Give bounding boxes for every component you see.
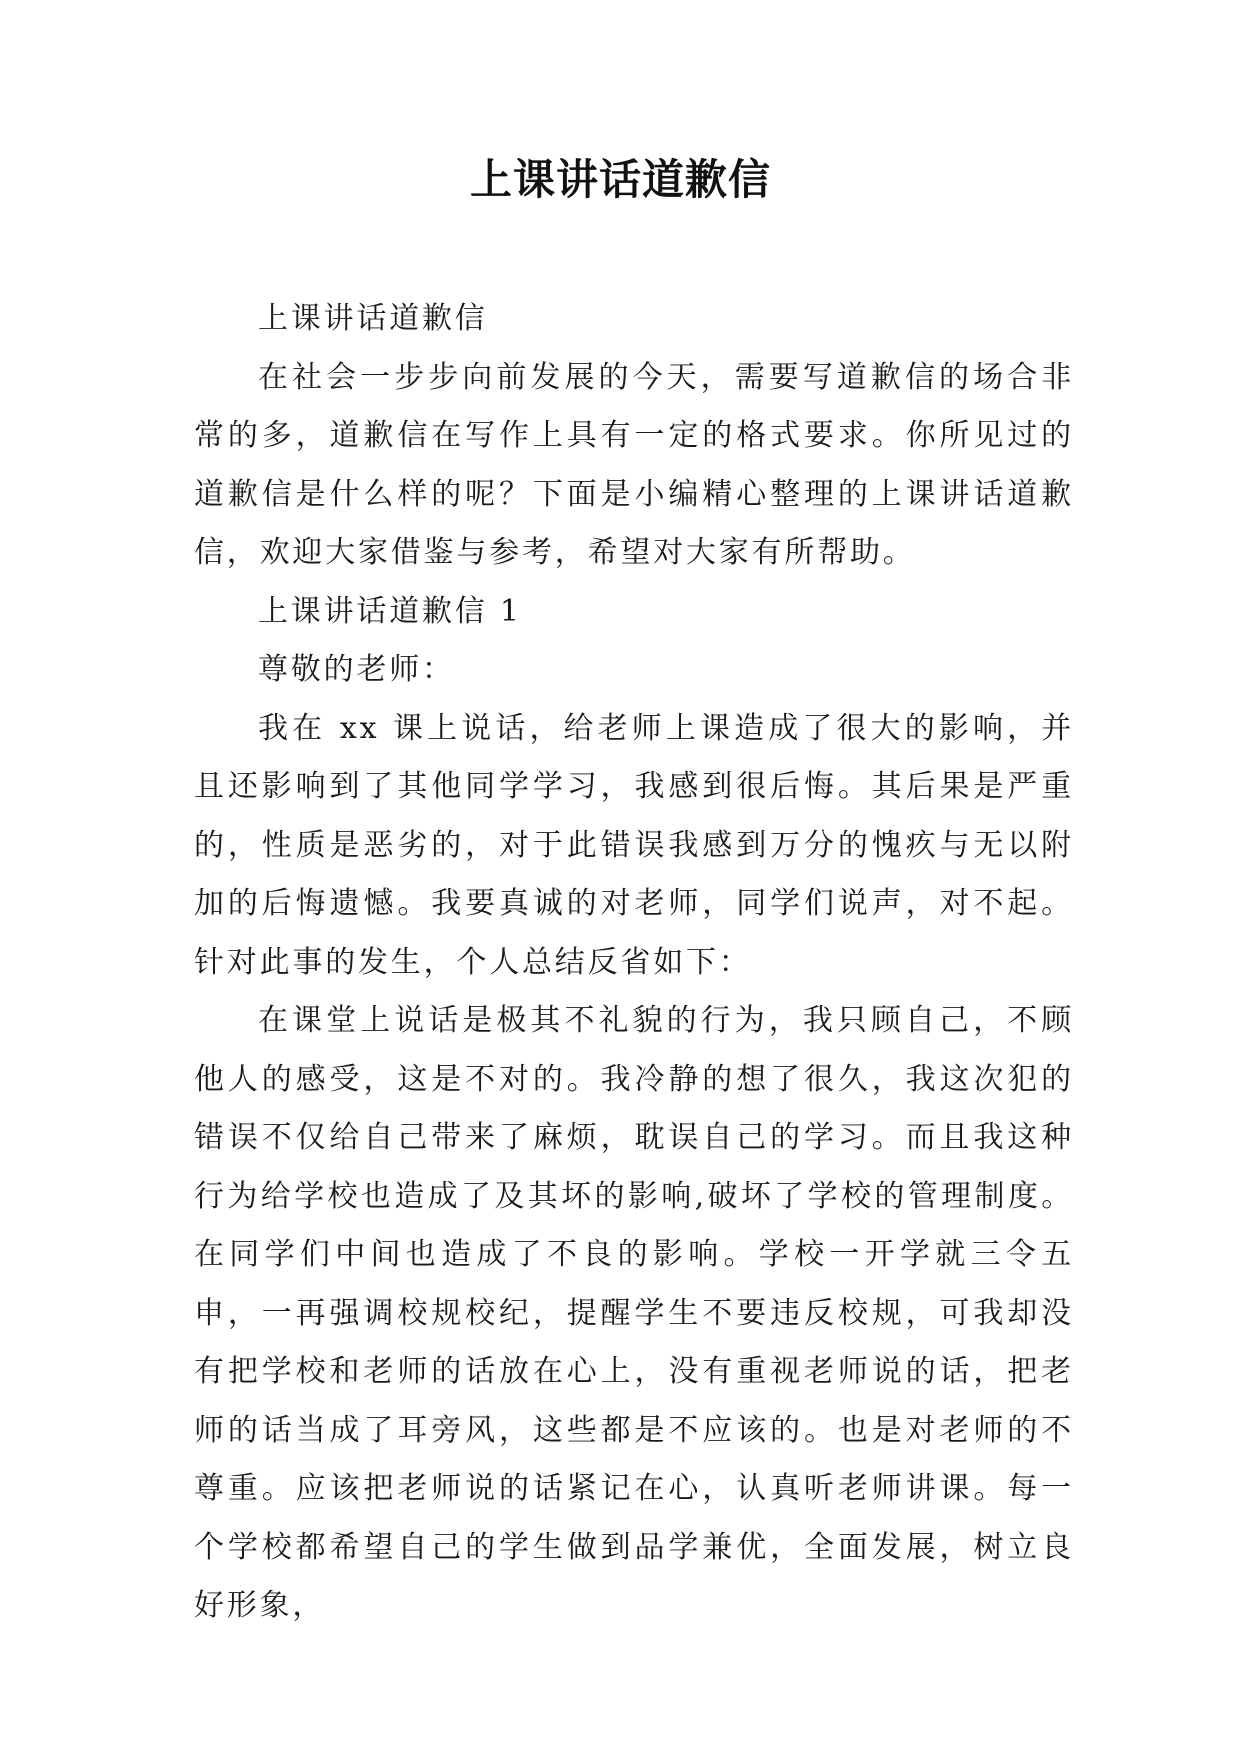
document-title: 上课讲话道歉信 (469, 155, 771, 204)
paragraph-body-2: 在课堂上说话是极其不礼貌的行为，我只顾自己，不顾他人的感受，这是不对的。我冷静的想了很久，我这次犯的错误不仅给自己带来了麻烦，耽误自己的学习。而且我这种行为给学校也造成了及其坏的影响,破坏了学校的管理制度。在同学们中间也造成了不良的影响。学校一开学就三令五申，一再强调校规校纪，提醒学生不要违反校规，可我却没有把学校和老师的话放在心上，没有重视老师说的话，把老师的话当成了耳旁风，这些都是不应该的。也是对老师的不尊重。应该把老师说的话紧记在心，认真听老师讲课。每一个学校都希望自己的学生做到品学兼优，全面发展，树立良好形象， (194, 1003, 1074, 1623)
paragraph-letter-title: 上课讲话道歉信 1 (258, 593, 522, 629)
paragraph-heading: 上课讲话道歉信 (258, 301, 488, 336)
paragraph-body-1: 我在 xx 课上说话，给老师上课造成了很大的影响，并且还影响到了其他同学学习，我感到很后悔。其后果是严重的，性质是恶劣的，对于此错误我感到万分的愧疚与无以附加的后悔遗憾。我要真诚的对老师，同学们说声，对不起。针对此事的发生，个人总结反省如下： (194, 710, 1074, 980)
paragraph-intro: 在社会一步步向前发展的今天，需要写道歉信的场合非常的多，道歉信在写作上具有一定的格式要求。你所见过的道歉信是什么样的呢？下面是小编精心整理的上课讲话道歉信，欢迎大家借鉴与参考，希望对大家有所帮助。 (194, 359, 1074, 570)
paragraph-salutation: 尊敬的老师： (258, 652, 455, 687)
document-body (194, 290, 1074, 1636)
